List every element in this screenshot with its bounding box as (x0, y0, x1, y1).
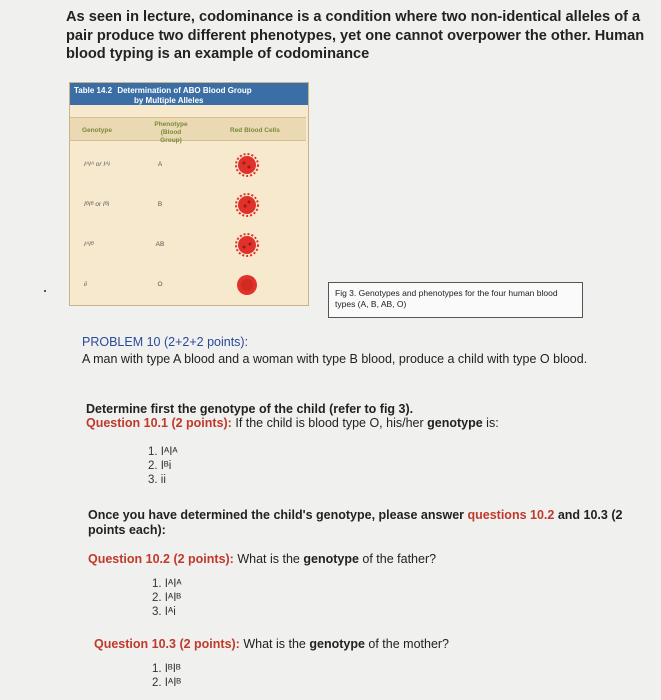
genotype-cell: IᴬIᴬ or Iᴬi (84, 161, 110, 168)
genotype-cell: IᴬIᴮ (84, 241, 94, 248)
q101-tail: is: (486, 416, 499, 430)
q101-label: Question 10.1 (2 points): (86, 416, 232, 430)
option-item[interactable]: 3. ii (148, 474, 166, 486)
q101-text: If the child is blood type O, his/her (235, 416, 424, 430)
genotype-cell: IᴮIᴮ or Iᴮi (84, 201, 110, 208)
col-cells-header: Red Blood Cells (230, 127, 280, 134)
clumped-red-cell-icon (235, 193, 259, 217)
table-title (70, 83, 308, 105)
table-title-line2: by Multiple Alleles (134, 96, 204, 105)
q103-bold: genotype (309, 637, 365, 651)
phenotype-cell: O (157, 281, 163, 288)
figure-caption: Fig 3. Genotypes and phenotypes for the four human blood types (A, B, AB, O) (328, 282, 583, 318)
q101-options (148, 445, 178, 487)
table-row (70, 233, 306, 273)
q103-options (152, 662, 181, 690)
once-paragraph (88, 508, 648, 538)
q102-question (88, 552, 436, 566)
option-item[interactable]: 2. IᴬIᴮ (152, 677, 182, 689)
q102-label: Question 10.2 (2 points): (88, 552, 234, 566)
problem-title: PROBLEM 10 (2+2+2 points): (82, 335, 249, 349)
q101-question (86, 416, 499, 430)
q103-question (94, 637, 449, 651)
q102-text: What is the (237, 552, 300, 566)
table-number: Table 14.2 (74, 86, 113, 95)
col-genotype-header: Genotype (82, 127, 112, 134)
blood-group-table (69, 82, 309, 306)
option-item[interactable]: 1. IᴮIᴮ (152, 663, 181, 675)
q103-text: What is the (243, 637, 306, 651)
phenotype-cell: B (157, 201, 163, 208)
clumped-red-cell-icon (235, 153, 259, 177)
intro-paragraph: As seen in lecture, codominance is a condition where two non-identical alleles of a pair produce two different phenotypes, yet one cannot overpower the other. Human blood typing is an example of codominance (66, 9, 645, 62)
once-text: Once you have determined the child's genotype, please answer (88, 508, 465, 522)
q102-tail: of the father? (362, 552, 437, 566)
q102-options (152, 577, 182, 619)
table-row (70, 193, 306, 233)
phenotype-cell: AB (155, 241, 165, 248)
table-row (70, 153, 306, 193)
table-header-row (70, 117, 306, 144)
genotype-cell: ii (84, 281, 87, 288)
q103-tail: of the mother? (368, 637, 450, 651)
option-item[interactable]: 1. IᴬIᴬ (152, 578, 182, 590)
option-item[interactable]: 1. IᴬIᴬ (148, 446, 178, 458)
q101-bold: genotype (427, 416, 483, 430)
col-phenotype-header: Phenotype (Blood Group) (154, 121, 188, 144)
phenotype-cell: A (157, 161, 163, 168)
problem-text: A man with type A blood and a woman with type B blood, produce a child with type O blood. (82, 352, 588, 366)
option-item[interactable]: 3. Iᴬi (152, 606, 176, 618)
clumped-red-cell-icon (235, 233, 259, 257)
table-row (70, 273, 306, 313)
once-text2: and 10.3 (2 points each): (88, 508, 623, 537)
once-red: questions 10.2 (467, 508, 555, 522)
scan-mark (44, 290, 46, 292)
q102-bold: genotype (303, 552, 359, 566)
option-item[interactable]: 2. IᴬIᴮ (152, 592, 182, 604)
q101-lead: Determine first the genotype of the child (refer to fig 3). (86, 402, 414, 416)
option-item[interactable]: 2. Iᴮi (148, 460, 172, 472)
q103-label: Question 10.3 (2 points): (94, 637, 240, 651)
smooth-red-cell-icon (235, 273, 259, 297)
table-title-line1: Determination of ABO Blood Group (117, 86, 252, 95)
